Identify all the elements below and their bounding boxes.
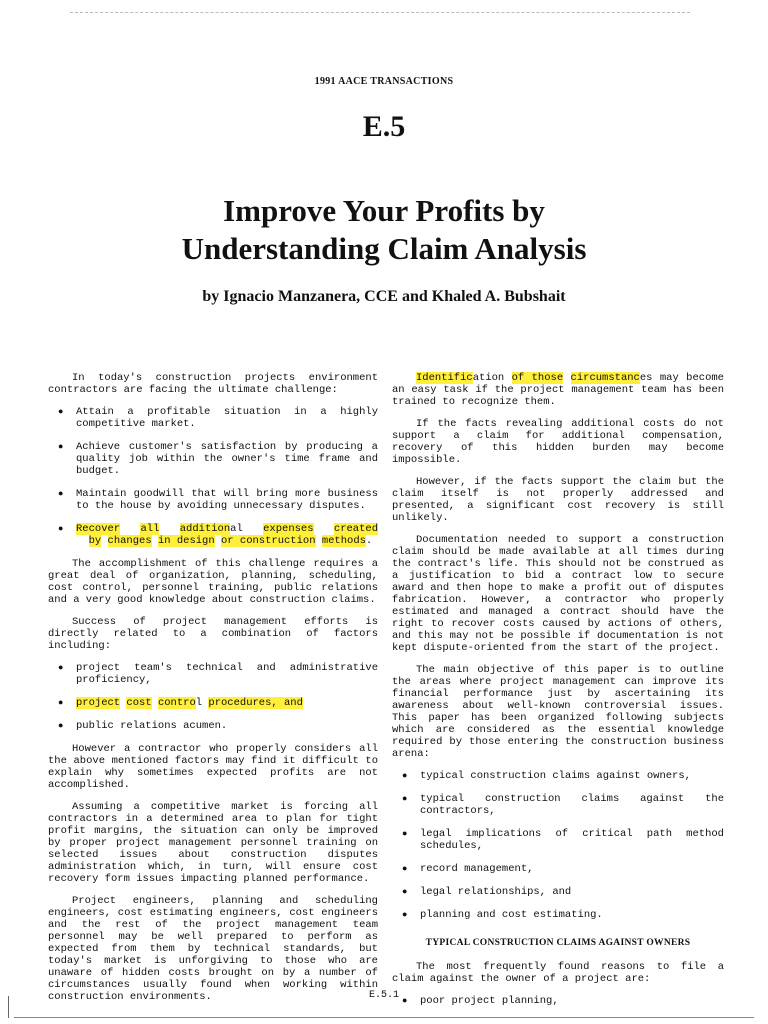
documentation-paragraph: Documentation needed to support a construction claim should be made available at all times during the contract's life. This should not be construed as a justification to bid a contract low to secure award and then hope to make a profit out of disputes fabrication. However, a contractor who properly estimated and managed a contract should have the right to recover costs caused by actions of others, and this may not be possible if documentation is not kept dispute-oriented from the start of the project. xyxy=(392,534,724,654)
scan-edge-mark xyxy=(8,996,9,1018)
identification-paragraph xyxy=(392,372,724,408)
plain-text: . xyxy=(365,535,373,547)
highlight: methods xyxy=(321,535,366,547)
assuming-paragraph: Assuming a competitive market is forcing all contractors in a determined area to plan for tight profit margins, the situation can only be improved by proper project management personnel training on selected issues about construction disputes administration which, in turn, will ensure cost recovery form issues impacting planned performance. xyxy=(48,801,378,885)
list-item: ● planning and cost estimating. xyxy=(392,909,724,921)
highlight: of those xyxy=(511,372,564,384)
list-item: ● Maintain goodwill that will bring more business to the house by avoiding unnecessary disputes. xyxy=(48,488,378,512)
highlight: Recover xyxy=(76,523,121,535)
project-paragraph: Project engineers, planning and scheduling engineers, cost estimating engineers, cost engineers and the rest of the project management team personnel may be well prepared to perform as expected from them by technical standards, but today's market is unforgiving to those who are unaware of hidden costs brought on by a number of circumstances usually found when working within construction environments. xyxy=(48,895,378,1003)
plain-text: es may become an easy task if the project management team has been trained to recognize them. xyxy=(392,372,724,408)
highlight: created xyxy=(333,523,379,535)
journal-header: 1991 AACE TRANSACTIONS xyxy=(314,76,454,87)
list-item: ● project team's technical and administrative proficiency, xyxy=(48,662,378,686)
list-item-highlighted xyxy=(48,523,378,547)
frequent-paragraph: The most frequently found reasons to file a claim against the owner of a project are: xyxy=(392,961,724,985)
intro-paragraph: In today's construction projects environment contractors are facing the ultimate challenge: xyxy=(48,372,378,396)
list-item: ● poor project planning, xyxy=(392,995,724,1007)
article-title xyxy=(0,192,768,268)
plain-text: al xyxy=(230,523,243,535)
subject-list xyxy=(392,770,724,921)
section-subheading: TYPICAL CONSTRUCTION CLAIMS AGAINST OWNERS xyxy=(425,938,691,948)
highlight: , and xyxy=(271,697,303,709)
list-item: ● legal relationships, and xyxy=(392,886,724,898)
challenge-list xyxy=(48,406,378,547)
highlight: or construction xyxy=(220,535,316,547)
bottom-scan-rule xyxy=(14,1017,754,1018)
highlight: by xyxy=(88,535,102,547)
page-number: E.5.1 xyxy=(368,990,399,1001)
highlight: cost xyxy=(126,697,152,709)
highlight: Identific xyxy=(416,372,473,384)
list-item: ● Achieve customer's satisfaction by producing a quality job within the owner's time frame and budget. xyxy=(48,441,378,477)
highlight: addition xyxy=(179,523,231,535)
list-item: ● Attain a profitable situation in a highly competitive market. xyxy=(48,406,378,430)
title-line-2: Understanding Claim Analysis xyxy=(181,231,587,266)
list-item-highlighted xyxy=(48,697,378,709)
highlight: procedures xyxy=(208,697,272,709)
section-code: E.5 xyxy=(362,110,406,143)
highlight: contro xyxy=(157,697,196,709)
highlight: circumstanc xyxy=(570,372,640,384)
list-item: ● public relations acumen. xyxy=(48,720,378,732)
list-item: ● record management, xyxy=(392,863,724,875)
right-column xyxy=(392,372,724,1018)
plain-text xyxy=(563,372,570,384)
left-column xyxy=(48,372,378,1013)
highlight: changes xyxy=(107,535,152,547)
highlight: all xyxy=(140,523,160,535)
highlight: expenses xyxy=(263,523,314,535)
list-item: ● legal implications of critical path method schedules, xyxy=(392,828,724,852)
factor-list xyxy=(48,662,378,732)
objective-paragraph: The main objective of this paper is to outline the areas where project management can improve its financial performance just by ascertaining its awareness about well-known controversial issues. This paper has been organized following subjects which are considered as the essential knowledge required by those entering the construction business arena: xyxy=(392,664,724,760)
plain-text: l xyxy=(195,697,203,709)
article-authors: by Ignacio Manzanera, CCE and Khaled A. Bubshait xyxy=(202,288,566,305)
success-paragraph: Success of project management efforts is directly related to a combination of factors including: xyxy=(48,616,378,652)
however-paragraph: However a contractor who properly considers all the above mentioned factors may find it difficult to explain why sometimes expected profits are not accomplished. xyxy=(48,743,378,791)
however-paragraph-right: However, if the facts support the claim but the claim itself is not properly addressed and presented, a significant cost recovery is still unlikely. xyxy=(392,476,724,524)
plain-text: ation xyxy=(472,372,512,384)
top-scan-rule xyxy=(70,12,690,13)
accomplishment-paragraph: The accomplishment of this challenge requires a great deal of organization, planning, scheduling, cost control, personnel training, public relations and a very good knowledge about construction claims. xyxy=(48,558,378,606)
highlight: project xyxy=(76,697,121,709)
title-line-1: Improve Your Profits by xyxy=(223,193,545,228)
list-item: ● typical construction claims against owners, xyxy=(392,770,724,782)
list-item: ● typical construction claims against the contractors, xyxy=(392,793,724,817)
facts-paragraph: If the facts revealing additional costs do not support a claim for additional compensation, recovery of this hidden burden may become impossible. xyxy=(392,418,724,466)
highlight: in design xyxy=(157,535,215,547)
